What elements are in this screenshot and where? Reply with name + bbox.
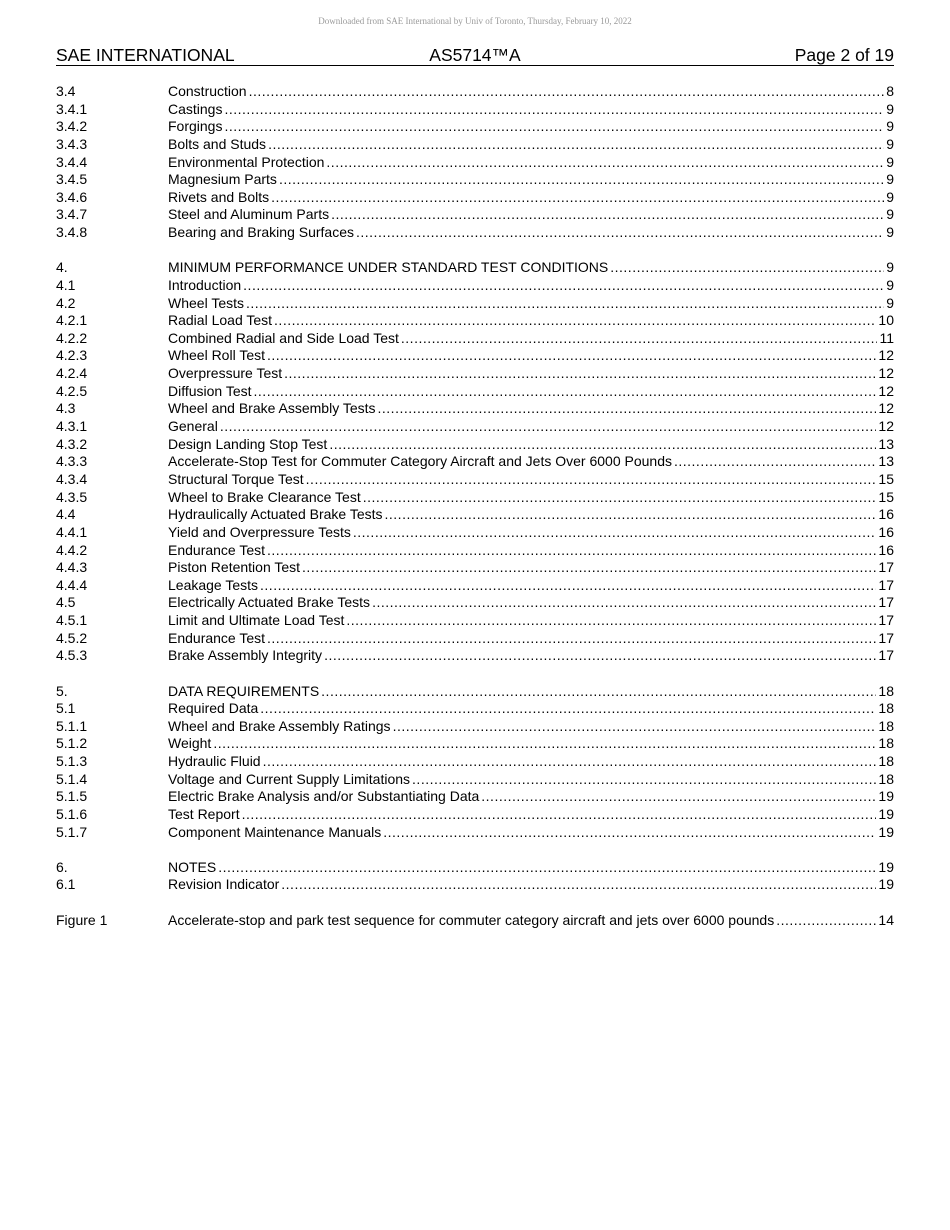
page-number: Page 2 of 19 — [794, 45, 894, 65]
toc-entry-number: 5.1.5 — [56, 788, 88, 805]
toc-entry-title[interactable]: Construction — [168, 83, 247, 99]
toc-entry-page: 9 — [886, 118, 894, 135]
toc-entry[interactable] — [56, 577, 894, 595]
toc-dot-leader — [353, 524, 877, 542]
toc-entry-number: 4.2.1 — [56, 312, 88, 329]
toc-entry[interactable] — [56, 824, 894, 842]
toc-entry[interactable] — [56, 524, 894, 542]
toc-entry[interactable] — [56, 683, 894, 701]
toc-dot-leader — [243, 277, 884, 295]
toc-dot-leader — [281, 876, 876, 894]
toc-entry[interactable] — [56, 101, 894, 119]
toc-entry-page: 9 — [886, 224, 894, 241]
toc-entry-number: 4.2.5 — [56, 382, 88, 399]
toc-entry-title[interactable]: Castings — [168, 100, 223, 117]
toc-entry-page: 18 — [878, 717, 894, 734]
toc-entry-number: 4.3.5 — [56, 488, 88, 505]
toc-entry-title[interactable]: Wheel Tests — [168, 294, 244, 311]
toc-entry[interactable] — [56, 471, 894, 489]
toc-entry-page: 9 — [886, 188, 894, 205]
toc-entry-number: 4.3.2 — [56, 435, 88, 452]
toc-entry-title[interactable]: Magnesium Parts — [168, 171, 277, 188]
toc-entry-page: 18 — [878, 770, 894, 787]
toc-entry-number: 4.2 — [56, 294, 76, 311]
toc-entry-page: 14 — [878, 911, 894, 928]
toc-entry-number: 3.4.5 — [56, 171, 88, 188]
toc-dot-leader — [224, 118, 884, 136]
publisher-name: SAE INTERNATIONAL — [56, 45, 235, 65]
toc-dot-leader — [393, 718, 877, 736]
toc-dot-leader — [263, 753, 877, 771]
toc-entry[interactable] — [56, 612, 894, 630]
toc-entry-page: 18 — [878, 735, 894, 752]
toc-entry[interactable] — [56, 400, 894, 418]
toc-dot-leader — [302, 559, 876, 577]
toc-entry-title[interactable]: Required Data — [168, 700, 259, 717]
toc-entry-title[interactable]: Revision Indicator — [168, 876, 280, 893]
toc-entry[interactable] — [56, 295, 894, 313]
toc-entry-title[interactable]: Accelerate-stop and park test sequence for commuter category aircraft and jets over 6000 pounds — [168, 911, 775, 928]
toc-entry-title[interactable]: Forgings — [168, 118, 223, 135]
toc-dot-leader — [267, 347, 876, 365]
toc-entry-number: 3.4.4 — [56, 153, 88, 170]
toc-dot-leader — [260, 577, 876, 595]
toc-entry-title[interactable]: General — [168, 418, 218, 435]
toc-entry-page: 17 — [878, 647, 894, 664]
toc-entry-title[interactable]: Endurance Test — [168, 629, 266, 646]
toc-entry-number: 4.5.2 — [56, 629, 88, 646]
toc-entry-number: 4. — [56, 259, 68, 276]
toc-entry-page: 15 — [878, 488, 894, 505]
toc-entry-title[interactable]: Wheel and Brake Assembly Tests — [168, 400, 376, 417]
toc-entry-number: 4.3.4 — [56, 470, 88, 487]
toc-entry-page: 12 — [878, 365, 894, 382]
toc-entry-number: 6. — [56, 858, 68, 875]
toc-entry-number: 4.5.3 — [56, 647, 88, 664]
toc-entry[interactable] — [56, 700, 894, 718]
toc-entry[interactable] — [56, 189, 894, 207]
toc-entry-number: 3.4 — [56, 83, 76, 99]
toc-entry-title[interactable]: Hydraulically Actuated Brake Tests — [168, 506, 383, 523]
toc-section-group — [56, 259, 894, 665]
toc-entry[interactable] — [56, 330, 894, 348]
toc-entry-page: 19 — [878, 876, 894, 893]
download-watermark: Downloaded from SAE International by Univ of Toronto, Thursday, February 10, 2022 — [318, 16, 632, 26]
toc-dot-leader — [401, 330, 878, 348]
toc-dot-leader — [260, 700, 876, 718]
toc-entry[interactable] — [56, 418, 894, 436]
toc-entry-number: 4.3.1 — [56, 418, 88, 435]
toc-dot-leader — [412, 771, 876, 789]
toc-entry-title[interactable]: MINIMUM PERFORMANCE UNDER STANDARD TEST CONDITIONS — [168, 259, 609, 276]
toc-entry-title[interactable]: Electrically Actuated Brake Tests — [168, 594, 371, 611]
toc-dot-leader — [274, 312, 876, 330]
toc-entry-number: 3.4.8 — [56, 224, 88, 241]
toc-section-group — [56, 683, 894, 842]
toc-entry-page: 17 — [878, 612, 894, 629]
toc-entry[interactable] — [56, 347, 894, 365]
toc-entry[interactable] — [56, 630, 894, 648]
toc-entry[interactable] — [56, 594, 894, 612]
toc-dot-leader — [267, 542, 876, 560]
toc-dot-leader — [674, 453, 876, 471]
toc-entry-title[interactable]: Design Landing Stop Test — [168, 435, 328, 452]
toc-dot-leader — [220, 418, 877, 436]
toc-entry-number: 5.1.4 — [56, 770, 88, 787]
toc-entry[interactable] — [56, 559, 894, 577]
toc-dot-leader — [249, 83, 885, 101]
toc-entry-page: 11 — [879, 329, 894, 346]
toc-entry-page: 19 — [878, 788, 894, 805]
toc-entry-title[interactable]: Bearing and Braking Surfaces — [168, 224, 354, 241]
toc-dot-leader — [246, 295, 884, 313]
toc-entry-title[interactable]: Electric Brake Analysis and/or Substantiating Data — [168, 788, 480, 805]
toc-entry[interactable] — [56, 154, 894, 172]
toc-entry-number: 4.1 — [56, 276, 76, 293]
toc-dot-leader — [268, 136, 884, 154]
toc-entry[interactable] — [56, 876, 894, 894]
toc-entry-page: 9 — [886, 135, 894, 152]
toc-entry-title[interactable]: Voltage and Current Supply Limitations — [168, 770, 411, 787]
toc-entry-page: 17 — [878, 576, 894, 593]
toc-entry-page: 12 — [878, 418, 894, 435]
toc-entry[interactable] — [56, 224, 894, 242]
toc-entry-page: 9 — [886, 276, 894, 293]
toc-entry-number: Figure 1 — [56, 911, 108, 928]
toc-entry-number: 3.4.1 — [56, 100, 88, 117]
toc-dot-leader — [481, 788, 876, 806]
toc-dot-leader — [363, 489, 877, 507]
toc-entry-title[interactable]: Limit and Ultimate Load Test — [168, 612, 345, 629]
toc-entry-title[interactable]: Steel and Aluminum Parts — [168, 206, 330, 223]
toc-entry[interactable] — [56, 859, 894, 877]
toc-dot-leader — [324, 647, 876, 665]
toc-entry-title[interactable]: Leakage Tests — [168, 576, 259, 593]
toc-entry-title[interactable]: Weight — [168, 735, 212, 752]
toc-dot-leader — [279, 171, 884, 189]
toc-dot-leader — [610, 259, 884, 277]
toc-section-group — [56, 912, 894, 930]
toc-entry-number: 4.4.4 — [56, 576, 88, 593]
toc-entry-page: 17 — [878, 559, 894, 576]
toc-entry[interactable] — [56, 735, 894, 753]
toc-entry-title[interactable]: Radial Load Test — [168, 312, 273, 329]
toc-entry[interactable] — [56, 806, 894, 824]
toc-dot-leader — [306, 471, 877, 489]
document-id: AS5714™A — [429, 45, 521, 65]
toc-entry-number: 3.4.3 — [56, 135, 88, 152]
toc-entry[interactable] — [56, 118, 894, 136]
toc-entry-number: 5.1.2 — [56, 735, 88, 752]
toc-entry-page: 18 — [878, 682, 894, 699]
toc-entry-number: 4.5.1 — [56, 612, 88, 629]
toc-entry[interactable] — [56, 206, 894, 224]
toc-entry[interactable] — [56, 436, 894, 454]
toc-entry[interactable] — [56, 753, 894, 771]
toc-entry-title[interactable]: Yield and Overpressure Tests — [168, 523, 351, 540]
toc-entry-title[interactable]: Overpressure Test — [168, 365, 283, 382]
toc-dot-leader — [224, 101, 884, 119]
toc-dot-leader — [254, 383, 877, 401]
toc-entry-number: 4.4 — [56, 506, 76, 523]
toc-entry-page: 9 — [886, 294, 894, 311]
toc-section-group — [56, 83, 894, 242]
toc-entry-number: 4.3.3 — [56, 453, 88, 470]
toc-dot-leader — [331, 206, 884, 224]
toc-entry-title[interactable]: Diffusion Test — [168, 382, 252, 399]
toc-entry-number: 5.1.3 — [56, 753, 88, 770]
toc-entry-page: 8 — [886, 83, 894, 99]
toc-entry-number: 4.4.3 — [56, 559, 88, 576]
toc-entry-number: 4.2.3 — [56, 347, 88, 364]
toc-dot-leader — [378, 400, 877, 418]
toc-entry-title[interactable]: Accelerate-Stop Test for Commuter Category Aircraft and Jets Over 6000 Pounds — [168, 453, 672, 470]
toc-dot-leader — [356, 224, 884, 242]
toc-dot-leader — [346, 612, 876, 630]
toc-entry[interactable] — [56, 259, 894, 277]
toc-dot-leader — [385, 506, 877, 524]
toc-entry-title[interactable]: NOTES — [168, 858, 217, 875]
toc-entry-page: 9 — [886, 206, 894, 223]
toc-entry-page: 16 — [878, 523, 894, 540]
toc-entry-page: 9 — [886, 171, 894, 188]
toc-dot-leader — [284, 365, 876, 383]
toc-entry-title[interactable]: Bolts and Studs — [168, 135, 267, 152]
toc-entry[interactable] — [56, 647, 894, 665]
toc-entry-title[interactable]: Wheel to Brake Clearance Test — [168, 488, 361, 505]
toc-entry-page: 18 — [878, 700, 894, 717]
toc-entry-number: 4.4.1 — [56, 523, 88, 540]
toc-entry-page: 9 — [886, 100, 894, 117]
toc-entry[interactable] — [56, 277, 894, 295]
toc-entry-page: 15 — [878, 470, 894, 487]
toc-entry-title[interactable]: Combined Radial and Side Load Test — [168, 329, 399, 346]
toc-entry[interactable] — [56, 365, 894, 383]
toc-dot-leader — [321, 683, 876, 701]
toc-entry-title[interactable]: Structural Torque Test — [168, 470, 304, 487]
toc-entry-number: 5.1 — [56, 700, 76, 717]
toc-entry-page: 17 — [878, 594, 894, 611]
toc-entry-title[interactable]: Brake Assembly Integrity — [168, 647, 323, 664]
toc-dot-leader — [326, 154, 884, 172]
toc-entry[interactable] — [56, 453, 894, 471]
toc-entry-number: 4.2.2 — [56, 329, 88, 346]
toc-entry[interactable] — [56, 542, 894, 560]
toc-entry-number: 5. — [56, 682, 68, 699]
toc-entry-title[interactable]: Component Maintenance Manuals — [168, 823, 382, 840]
toc-entry-page: 13 — [878, 453, 894, 470]
toc-dot-leader — [383, 824, 876, 842]
toc-entry-title[interactable]: Wheel Roll Test — [168, 347, 266, 364]
toc-entry[interactable] — [56, 718, 894, 736]
toc-entry-number: 3.4.2 — [56, 118, 88, 135]
toc-entry-title[interactable]: Introduction — [168, 276, 242, 293]
toc-section-group — [56, 859, 894, 894]
toc-entry[interactable] — [56, 912, 894, 930]
toc-entry-page: 12 — [878, 382, 894, 399]
page-header — [56, 44, 894, 66]
toc-entry-number: 5.1.6 — [56, 805, 88, 822]
toc-entry-title[interactable]: Test Report — [168, 805, 240, 822]
toc-entry-title[interactable]: Rivets and Bolts — [168, 188, 270, 205]
toc-dot-leader — [271, 189, 884, 207]
toc-dot-leader — [372, 594, 876, 612]
toc-entry[interactable] — [56, 83, 894, 101]
toc-entry-title[interactable]: Environmental Protection — [168, 153, 325, 170]
toc-entry-page: 12 — [878, 347, 894, 364]
toc-dot-leader — [329, 436, 876, 454]
toc-entry-title[interactable]: Wheel and Brake Assembly Ratings — [168, 717, 391, 734]
toc-entry-page: 13 — [878, 435, 894, 452]
toc-entry-page: 9 — [886, 259, 894, 276]
toc-entry-title[interactable]: DATA REQUIREMENTS — [168, 682, 320, 699]
toc-dot-leader — [213, 735, 876, 753]
toc-entry-number: 4.2.4 — [56, 365, 88, 382]
toc-entry-number: 6.1 — [56, 876, 76, 893]
toc-entry-number: 4.5 — [56, 594, 76, 611]
table-of-contents — [56, 83, 894, 947]
toc-entry-page: 10 — [878, 312, 894, 329]
toc-entry-page: 17 — [878, 629, 894, 646]
toc-entry[interactable] — [56, 771, 894, 789]
toc-entry-page: 9 — [886, 153, 894, 170]
toc-entry-number: 4.4.2 — [56, 541, 88, 558]
toc-entry-page: 19 — [878, 858, 894, 875]
toc-entry-page: 16 — [878, 506, 894, 523]
toc-entry-number: 5.1.1 — [56, 717, 88, 734]
toc-entry-title[interactable]: Hydraulic Fluid — [168, 753, 261, 770]
toc-entry[interactable] — [56, 136, 894, 154]
toc-entry-page: 19 — [878, 805, 894, 822]
toc-entry[interactable] — [56, 383, 894, 401]
toc-dot-leader — [218, 859, 876, 877]
toc-entry[interactable] — [56, 171, 894, 189]
toc-entry[interactable] — [56, 489, 894, 507]
toc-entry-number: 4.3 — [56, 400, 76, 417]
toc-dot-leader — [242, 806, 877, 824]
toc-entry[interactable] — [56, 506, 894, 524]
toc-dot-leader — [776, 912, 876, 930]
toc-entry-page: 12 — [878, 400, 894, 417]
toc-entry-title[interactable]: Endurance Test — [168, 541, 266, 558]
toc-entry-page: 19 — [878, 823, 894, 840]
toc-entry-page: 18 — [878, 753, 894, 770]
toc-dot-leader — [267, 630, 876, 648]
toc-entry-number: 5.1.7 — [56, 823, 88, 840]
toc-entry-page: 16 — [878, 541, 894, 558]
toc-entry-number: 3.4.7 — [56, 206, 88, 223]
toc-entry[interactable] — [56, 312, 894, 330]
toc-entry-title[interactable]: Piston Retention Test — [168, 559, 301, 576]
toc-entry[interactable] — [56, 788, 894, 806]
toc-entry-number: 3.4.6 — [56, 188, 88, 205]
